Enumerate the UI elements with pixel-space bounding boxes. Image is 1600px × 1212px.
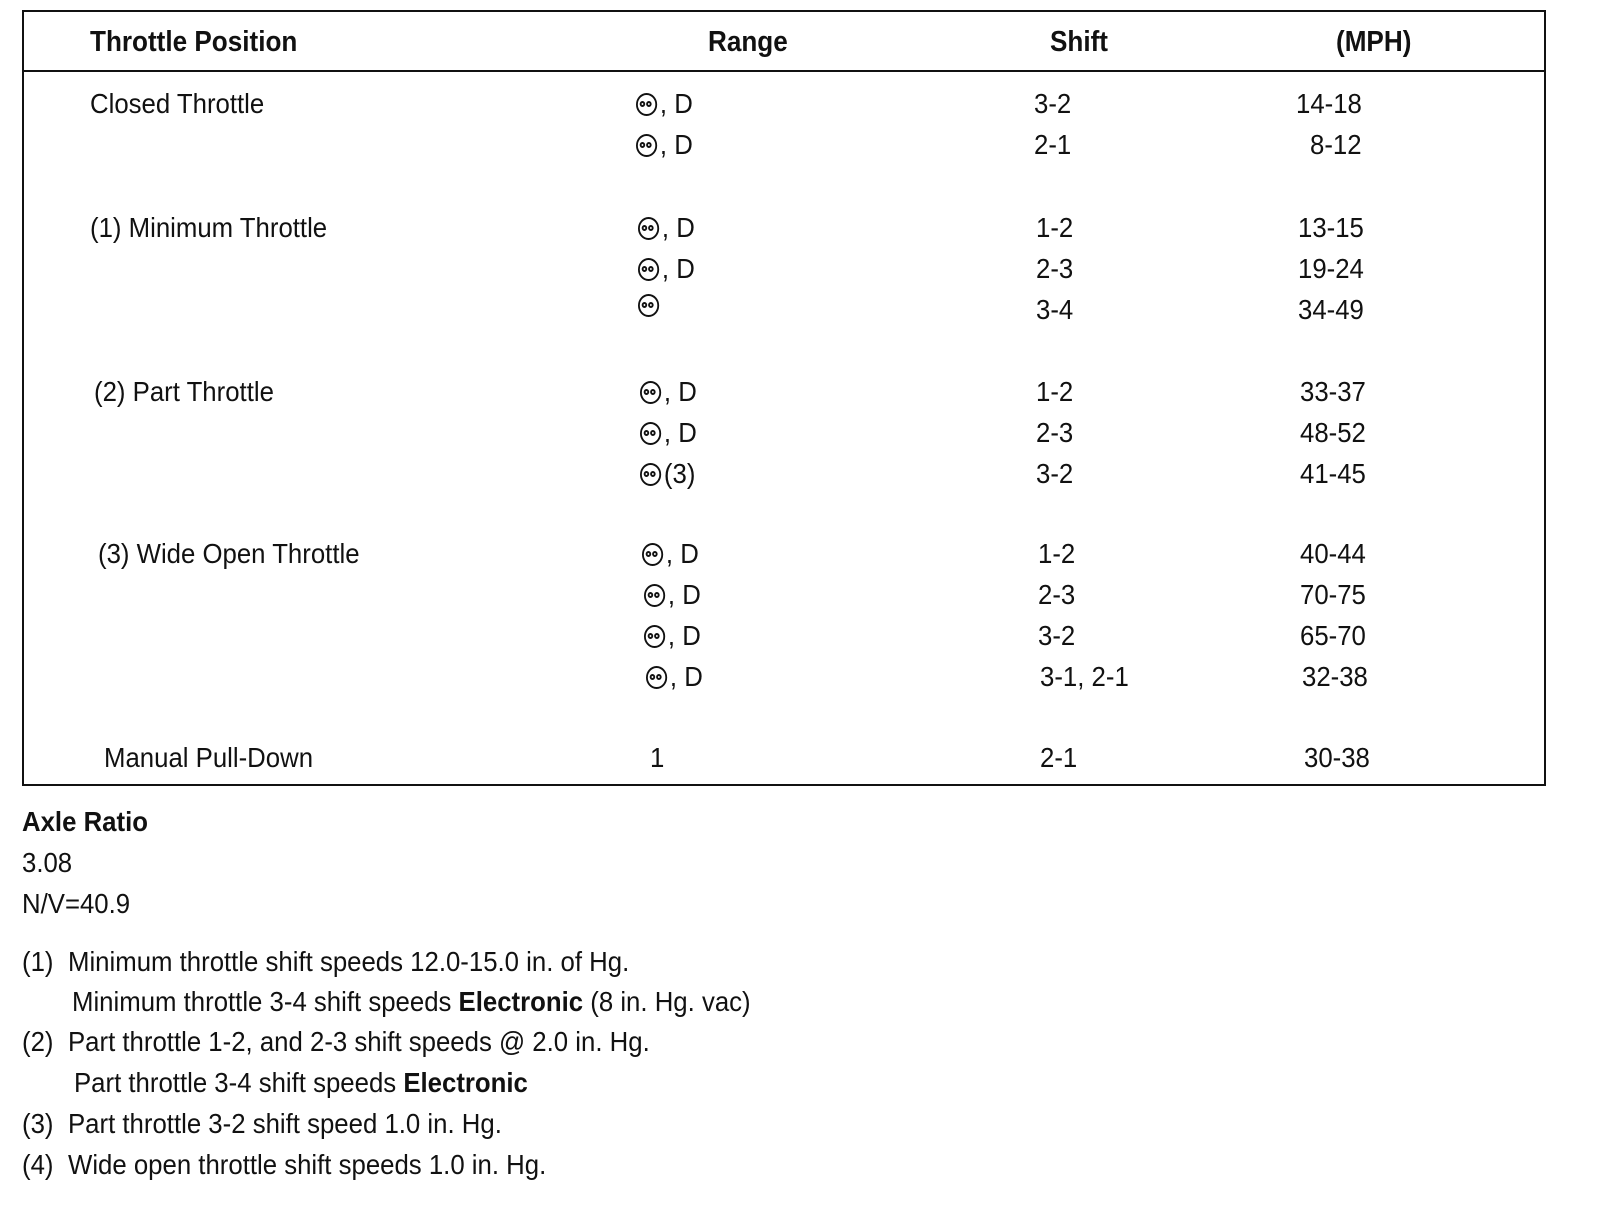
overdrive-circle-icon xyxy=(644,625,665,648)
range-cell: , D xyxy=(642,538,699,570)
mph-cell: 14-18 xyxy=(1296,88,1362,119)
group-label: (3) Wide Open Throttle xyxy=(98,538,360,569)
range-cell: 1 xyxy=(650,742,665,773)
range-cell: , D xyxy=(636,129,693,161)
header-mph: (MPH) xyxy=(1336,26,1412,58)
shift-speed-table xyxy=(22,10,1546,786)
shift-cell: 1-2 xyxy=(1038,538,1076,569)
overdrive-circle-icon xyxy=(636,93,657,116)
range-cell: , D xyxy=(644,620,701,652)
footnote-4: (4) Wide open throttle shift speeds 1.0 in. Hg. xyxy=(22,1149,547,1180)
header-divider xyxy=(24,70,1544,72)
footnote-1-line-2: Minimum throttle 3-4 shift speeds Electronic (8 in. Hg. vac) xyxy=(72,986,751,1017)
nv-ratio: N/V=40.9 xyxy=(22,888,131,919)
overdrive-circle-icon xyxy=(642,543,663,566)
footnote-2: (2) Part throttle 1-2, and 2-3 shift speeds @ 2.0 in. Hg. xyxy=(22,1026,650,1057)
mph-cell: 41-45 xyxy=(1300,458,1366,489)
overdrive-circle-icon xyxy=(644,584,665,607)
shift-cell: 1-2 xyxy=(1036,212,1074,243)
mph-cell: 19-24 xyxy=(1298,253,1364,284)
mph-cell: 48-52 xyxy=(1300,417,1366,448)
range-cell: , D xyxy=(638,253,695,285)
range-cell: , D xyxy=(640,376,697,408)
range-cell: (3) xyxy=(640,458,695,490)
header-throttle-position: Throttle Position xyxy=(90,26,298,58)
mph-cell: 30-38 xyxy=(1304,742,1370,773)
range-cell: , D xyxy=(644,579,701,611)
range-cell: , D xyxy=(638,212,695,244)
shift-cell: 3-2 xyxy=(1036,458,1074,489)
overdrive-circle-icon xyxy=(638,217,659,240)
range-cell: , D xyxy=(640,417,697,449)
overdrive-circle-icon xyxy=(638,258,659,281)
range-cell: , D xyxy=(646,661,703,693)
shift-cell: 2-1 xyxy=(1034,129,1072,160)
overdrive-circle-icon xyxy=(638,294,659,317)
group-label: (2) Part Throttle xyxy=(94,376,274,407)
mph-cell: 33-37 xyxy=(1300,376,1366,407)
range-cell: , D xyxy=(636,88,693,120)
mph-cell: 34-49 xyxy=(1298,294,1364,325)
header-range: Range xyxy=(708,26,788,58)
header-shift: Shift xyxy=(1050,26,1108,58)
group-label: (1) Minimum Throttle xyxy=(90,212,328,243)
shift-cell: 3-4 xyxy=(1036,294,1074,325)
overdrive-circle-icon xyxy=(636,134,657,157)
shift-cell: 3-2 xyxy=(1038,620,1076,651)
axle-ratio-title: Axle Ratio xyxy=(22,806,148,837)
shift-cell: 2-3 xyxy=(1036,253,1074,284)
group-label: Manual Pull-Down xyxy=(104,742,314,773)
shift-cell: 2-3 xyxy=(1038,579,1076,610)
overdrive-circle-icon xyxy=(640,381,661,404)
axle-ratio-value: 3.08 xyxy=(22,847,73,878)
range-cell xyxy=(638,294,662,317)
mph-cell: 70-75 xyxy=(1300,579,1366,610)
mph-cell: 32-38 xyxy=(1302,661,1368,692)
mph-cell: 40-44 xyxy=(1300,538,1366,569)
group-label: Closed Throttle xyxy=(90,88,265,119)
footnote-2-line-2: Part throttle 3-4 shift speeds Electronic xyxy=(74,1067,528,1098)
overdrive-circle-icon xyxy=(640,422,661,445)
shift-cell: 1-2 xyxy=(1036,376,1074,407)
overdrive-circle-icon xyxy=(640,463,661,486)
mph-cell: 13-15 xyxy=(1298,212,1364,243)
shift-cell: 3-1, 2-1 xyxy=(1040,661,1129,692)
shift-cell: 2-1 xyxy=(1040,742,1078,773)
mph-cell: 65-70 xyxy=(1300,620,1366,651)
shift-cell: 2-3 xyxy=(1036,417,1074,448)
overdrive-circle-icon xyxy=(646,666,667,689)
footnote-3: (3) Part throttle 3-2 shift speed 1.0 in. Hg. xyxy=(22,1108,502,1139)
mph-cell: 8-12 xyxy=(1310,129,1362,160)
shift-cell: 3-2 xyxy=(1034,88,1072,119)
footnote-1: (1) Minimum throttle shift speeds 12.0-15.0 in. of Hg. xyxy=(22,946,630,977)
